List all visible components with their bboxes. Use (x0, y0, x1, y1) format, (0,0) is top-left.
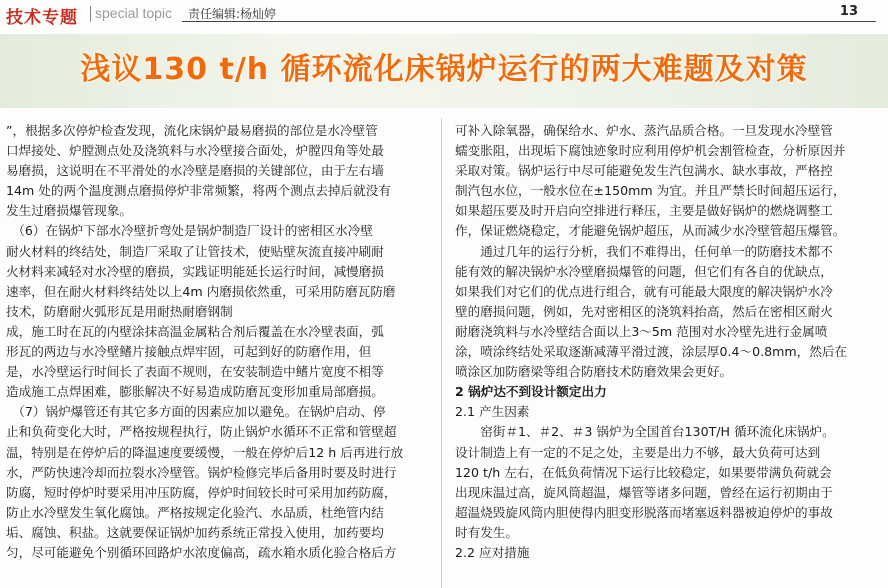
right-column (455, 121, 885, 563)
text-line: 如果我们对它们的优点进行组合，就有可能最大限度的解决锅炉水冷 (455, 283, 833, 299)
text-line: 发生过磨损爆管现象。 (6, 203, 132, 219)
text-line: 形瓦的两边与水冷壁鳍片接触点焊牢固，可起到好的防磨作用，但 (6, 344, 372, 360)
text-line: 如果超压要及时开启向空排进行释压，主要是做好锅炉的燃烧调整工 (455, 203, 833, 219)
text-line: 温，特别是在停炉后的降温速度要缓慢，一般在停炉后12 h 后再进行放 (6, 444, 404, 460)
text-line: 采取对策。锅炉运行中尽可能避免发生汽包满水、缺水事故，严格控 (455, 163, 833, 179)
text-line: 速率，但在耐火材料终结处以上4m 内磨损依然重，可采用防磨瓦防磨 (6, 283, 396, 299)
text-line: 易磨损，这说明在不平滑处的水冷壁是磨损的关键部位，由于左右墙 (6, 163, 384, 179)
text-line: 涂，喷涂终结处采取逐渐减薄平滑过渡，涂层厚0.4～0.8mm，然后在 (455, 344, 848, 360)
header-rule (182, 21, 876, 22)
editor-credit: 责任编辑:杨灿婷 (188, 7, 277, 21)
text-line: ”，根据多次停炉检查发现，流化床锅炉最易磨损的部位是水冷壁管 (6, 123, 378, 138)
text-line: 壁的磨损问题，例如，先对密相区的浇筑料抬高，然后在密相区耐火 (455, 303, 833, 319)
section-subtitle: special topic (95, 5, 173, 21)
text-line: 防腐，短时停炉时要采用冲压防腐，停炉时间较长时可采用加药防腐， (6, 484, 397, 500)
page-header (0, 0, 888, 28)
header-separator (90, 6, 91, 22)
text-line: 2.1 产生因素 (455, 404, 530, 420)
article-title: 浅议130 t/h 循环流化床锅炉运行的两大难题及对策 (80, 52, 808, 87)
text-line: 匀，尽可能避免个别循环回路炉水浓度偏高，疏水箱水质化验合格后方 (6, 544, 397, 560)
text-line: 口焊接处、炉膛测点处及浇筑料与水冷壁接合面处，炉膛四角等处最 (6, 143, 384, 159)
text-line: 防止水冷壁发生氧化腐蚀。严格按规定化验汽、水品质，杜绝管内结 (6, 504, 384, 520)
text-line: 是，水冷壁运行时间长了表面不规则，在安装制造中鳍片宽度不相等 (6, 364, 384, 380)
text-line: 技术，防磨耐火弧形瓦是用耐热耐磨钢制 (6, 303, 233, 319)
text-line: 制汽包水位，一般水位在±150mm 为宜。并且严禁长时间超压运行， (455, 183, 846, 199)
text-line: 垢、腐蚀、积盐。这就要保证锅炉加药系统正常投入使用，加药要均 (6, 524, 384, 540)
text-line: 止和负荷变化大时，严格按规程执行，防止锅炉水循环不正常和管壁超 (6, 424, 397, 440)
text-line: 火材料来减轻对水冷壁的磨损，实践证明能延长运行时间，减慢磨损 (6, 263, 384, 279)
text-line: 水，严防快速冷却而拉裂水冷壁管。锅炉检修完毕后备用时要及时进行 (6, 464, 397, 480)
text-line: （6）在锅炉下部水冷壁折弯处是锅炉制造厂设计的密相区水冷壁 (6, 223, 373, 239)
text-line: 出现床温过高，旋风筒超温，爆管等诸多问题，曾经在运行初期由于 (455, 484, 833, 500)
left-column (6, 121, 431, 563)
text-line: 通过几年的运行分析，我们不难得出，任何单一的防磨技术都不 (455, 243, 833, 259)
text-line: 蠕变胀阻，出现垢下腐蚀迹象时应利用停炉机会割管检查，分析原因并 (455, 143, 846, 159)
text-line: 120 t/h 左右，在低负荷情况下运行比较稳定，如果要带满负荷就会 (455, 464, 832, 480)
section-heading: 2 锅炉达不到设计额定出力 (455, 384, 607, 400)
text-line: 2.2 应对措施 (455, 544, 530, 560)
page-number: 13 (839, 4, 858, 19)
text-line: 喷涂区加防磨梁等组合防磨技术防磨效果会更好。 (455, 364, 733, 380)
text-line: 窑街＃1、＃2、＃3 锅炉为全国首台130T/H 循环流化床锅炉。 (455, 424, 835, 440)
text-line: 作，保证燃烧稳定，才能避免锅炉超压，从而减少水冷壁管超压爆管。 (455, 223, 846, 239)
text-line: 耐火材料的终结处，制造厂采取了让管技术，使贴壁灰流直接冲刷耐 (6, 243, 384, 259)
text-line: 造成施工点焊困难，膨胀解决不好易造成防磨瓦变形加重局部磨损。 (6, 384, 384, 400)
column-divider (441, 118, 442, 588)
text-line: 14m 处的两个温度测点磨损停炉非常频繁，将两个测点去掉后就没有 (6, 183, 391, 199)
text-line: 超温烧毁旋风筒内胆使得内胆变形脱落而堵塞返料器被迫停炉的事故 (455, 504, 833, 520)
text-line: 可补入除氧器，确保给水、炉水、蒸汽品质合格。一旦发现水冷壁管 (455, 123, 833, 138)
text-line: 设计制造上有一定的不足之处，主要是出力不够，最大负荷可达到 (455, 444, 821, 460)
text-line: 能有效的解决锅炉水冷壁磨损爆管的问题，但它们有各自的优缺点， (455, 263, 833, 279)
section-brand: 技术专题 (6, 8, 78, 28)
text-line: 耐磨浇筑料与水冷壁结合面以上3～5m 范围对水冷壁先进行金属喷 (455, 323, 828, 339)
text-line: 成，施工时在瓦的内壁涂抹高温金属粘合剂后覆盖在水冷壁表面，弧 (6, 323, 384, 339)
text-line: （7）锅炉爆管还有其它多方面的因素应加以避免。在锅炉启动、停 (6, 404, 386, 420)
text-line: 时有发生。 (455, 524, 518, 540)
